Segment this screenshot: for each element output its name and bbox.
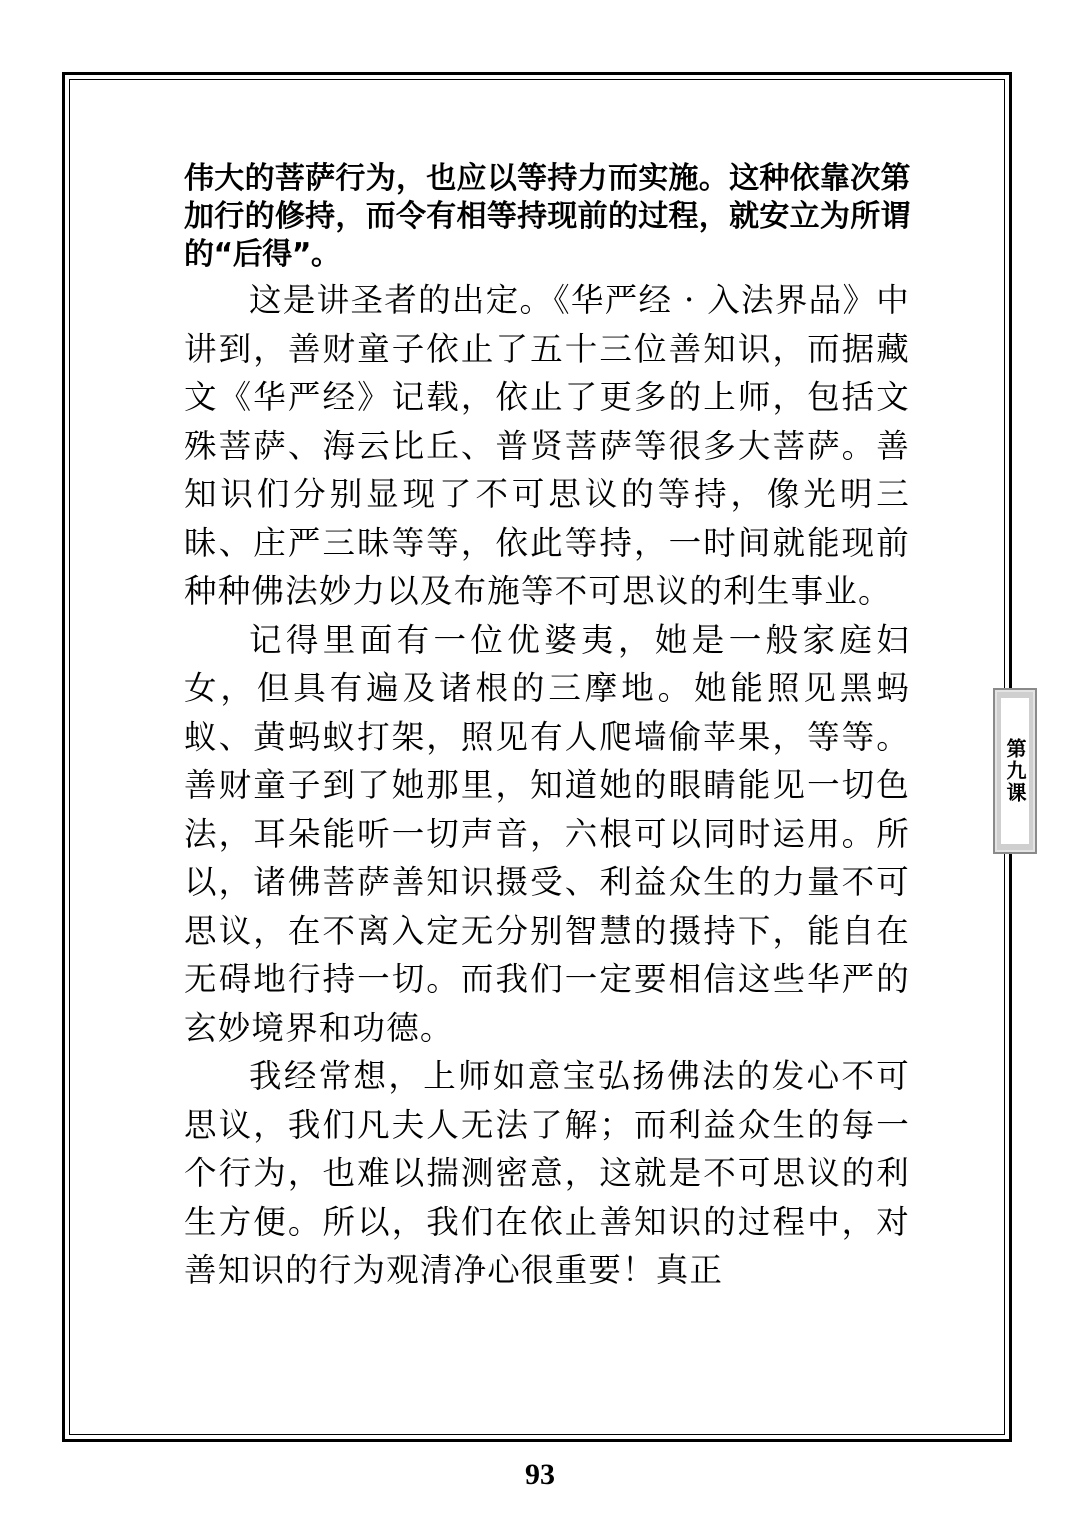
page-body — [184, 160, 910, 1295]
commentary-paragraph: 伟大的菩萨行为，也应以等持力而实施。这种依靠次第加行的修持，而令有相等持现前的过程，就安立为所谓的“后得”。 — [184, 161, 910, 272]
chapter-side-tab — [993, 688, 1037, 854]
body-paragraph-3: 我经常想，上师如意宝弘扬佛法的发心不可思议，我们凡夫人无法了解；而利益众生的每一个行为，也难以揣测密意，这就是不可思议的利生方便。所以，我们在依止善知识的过程中，对善知识的行为观清净心很重要！真正 — [184, 1057, 910, 1289]
chapter-side-tab-inner — [1001, 698, 1029, 844]
chapter-label: 第九课 — [1003, 738, 1027, 804]
body-paragraph-1: 这是讲圣者的出定。《华严经 · 入法界品》中讲到，善财童子依止了五十三位善知识，而据藏文《华严经》记载，依止了更多的上师，包括文殊菩萨、海云比丘、普贤菩萨等很多大菩萨。善知识们分别显现了不可思议的等持，像光明三昧、庄严三昧等等，依此等持，一时间就能现前种种佛法妙力以及布施等不可思议的利生事业。 — [184, 281, 910, 610]
body-paragraph-2: 记得里面有一位优婆夷，她是一般家庭妇女，但具有遍及诸根的三摩地。她能照见黑蚂蚁、黄蚂蚁打架，照见有人爬墙偷苹果，等等。善财童子到了她那里，知道她的眼睛能见一切色法，耳朵能听一切声音，六根可以同时运用。所以，诸佛菩萨善知识摄受、利益众生的力量不可思议，在不离入定无分别智慧的摄持下，能自在无碍地行持一切。而我们一定要相信这些华严的玄妙境界和功德。 — [184, 620, 910, 1047]
page-number: 93 — [525, 1458, 555, 1491]
